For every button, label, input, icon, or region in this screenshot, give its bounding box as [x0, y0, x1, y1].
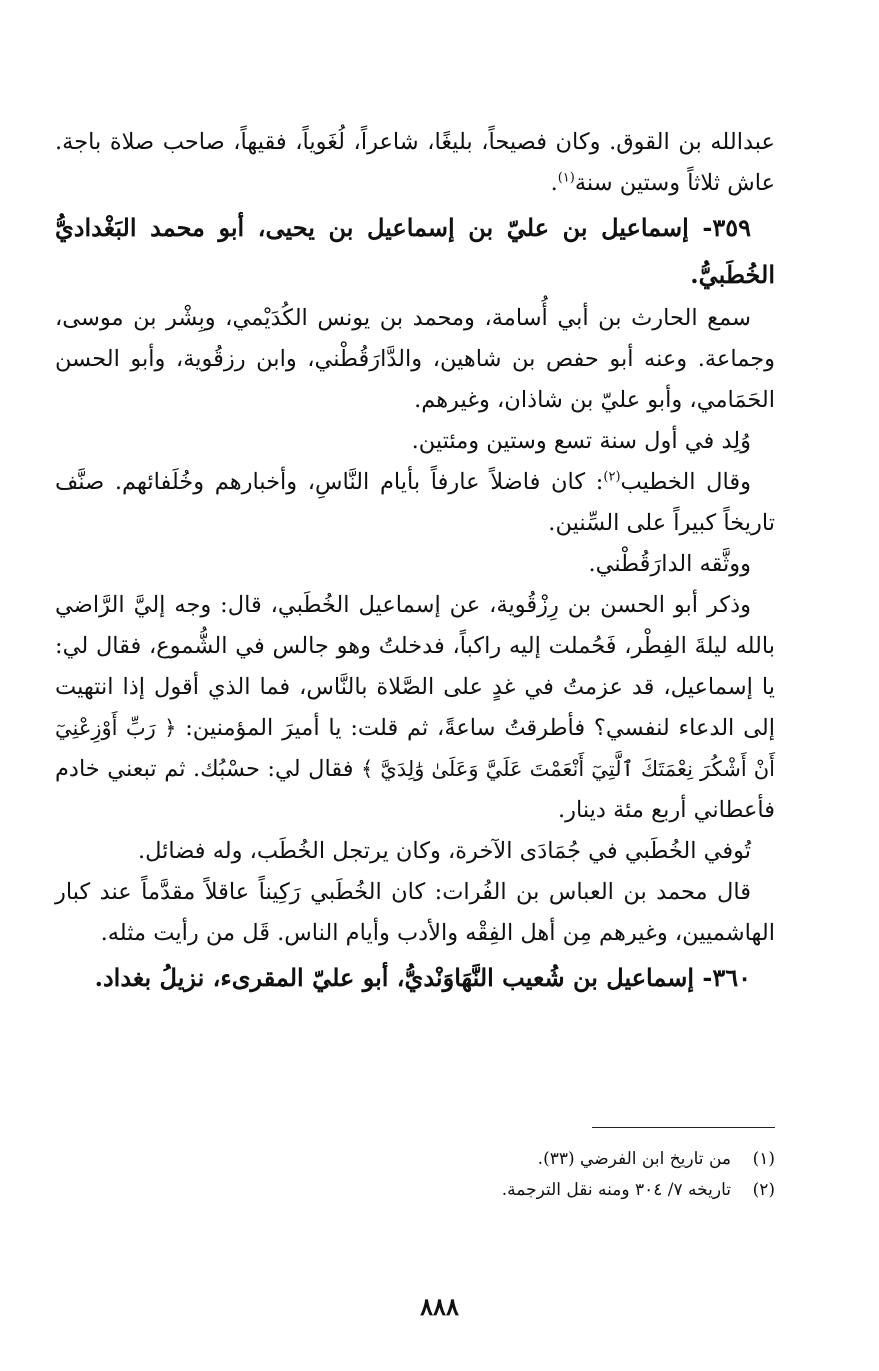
footnote-2 — [200, 1175, 775, 1206]
paragraph-1-end: . — [550, 170, 558, 196]
paragraph-3: وُلِد في أول سنة تسع وستين ومئتين. — [411, 428, 751, 454]
paragraph-5: ووثَّقه الدارَقُطْني. — [588, 551, 751, 577]
footnote-2-text: تاريخه ٧/ ٣٠٤ ومنه نقل الترجمة. — [501, 1180, 731, 1200]
paragraph-6-start: وذكر أبو الحسن بن رِزْقُوية، عن إسماعيل الخُطَبي، قال: وجه إليَّ الرَّاضي بالله ليلةَ الفِطْر، فَحُملت إليه راكباً، فدخلتُ وهو جالس في الشُّموع، فقال لي: يا إسماعيل، قد عزمتُ في غدٍ على الصَّلاة بالنَّاس، فما الذي أقول إذا انتهيت إلى الدعاء لنفسي؟ فأطرقتُ ساعةً، ثم قلت: يا أميرَ المؤمنين: — [55, 592, 775, 741]
paragraph-4-end: : كان فاضلاً عارفاً بأيام النَّاسِ، وأخبارهم وخُلَفائهم. صنَّف تاريخاً كبيراً على السِّنين. — [55, 469, 775, 536]
footnote-2-number: (٢) — [752, 1180, 775, 1200]
page-body — [55, 122, 775, 1001]
entry-heading-360: ٣٦٠- إسماعيل بن شُعيب النَّهَاوَنْديُّ، أبو عليّ المقرىء، نزيلُ بغداد. — [94, 963, 751, 992]
footnote-ref-1[interactable]: (١) — [557, 170, 575, 186]
footnotes — [200, 1144, 775, 1206]
paragraph-1 — [55, 122, 775, 204]
paragraph-6-end: فقال لي: حسْبُك. ثم تبعني خادم فأعطاني أربع مئة دينار. — [55, 756, 775, 823]
quran-verse: ﴿ رَبِّ أَوْزِعْنِيٓ أَنْ أَشْكُرَ نِعْمَتَكَ ٱلَّتِيٓ أَنْعَمْتَ عَلَيَّ وَعَلَىٰ وَٰلِدَيَّ ﴾ — [55, 716, 775, 781]
page-number: ٨٨٨ — [420, 1292, 459, 1321]
footnote-1 — [200, 1144, 775, 1175]
paragraph-6 — [55, 585, 775, 831]
footnote-ref-2[interactable]: (٢) — [603, 469, 621, 485]
footnote-1-number: (١) — [752, 1149, 775, 1169]
footnote-divider — [592, 1127, 775, 1128]
entry-heading-359: ٣٥٩- إسماعيل بن عليّ بن إسماعيل بن يحيى، أبو محمد البَغْداديُّ الخُطَبيُّ. — [55, 213, 775, 289]
paragraph-2: سمع الحارث بن أبي أُسامة، ومحمد بن يونس الكُدَيْمي، وبِشْر بن موسى، وجماعة. وعنه أبو حفص بن شاهين، والدَّارَقُطْني، وابن رزقُوية، وأبو الحسن الحَمَامي، وأبو عليّ بن شاذان، وغيرهم. — [55, 305, 775, 413]
footnote-1-text: من تاريخ ابن الفرضي (٣٣). — [537, 1149, 731, 1169]
paragraph-4-start: وقال الخطيب — [620, 469, 751, 495]
paragraph-7: تُوفي الخُطَبي في جُمَادَى الآخرة، وكان يرتجل الخُطَب، وله فضائل. — [137, 838, 751, 864]
paragraph-1-text: عبدالله بن القوق. وكان فصيحاً، بليغًا، شاعراً، لُغَوياً، فقيهاً، صاحب صلاة باجة. عاش ثلاثاً وستين سنة — [55, 129, 775, 196]
paragraph-8: قال محمد بن العباس بن الفُرات: كان الخُطَبي رَكِيناً عاقلاً مقدَّماً عند كبار الهاشميين، وغيرهم مِن أهل الفِقْه والأدب وأيام الناس. قَل من رأيت مثله. — [55, 879, 775, 946]
paragraph-4 — [55, 462, 775, 544]
